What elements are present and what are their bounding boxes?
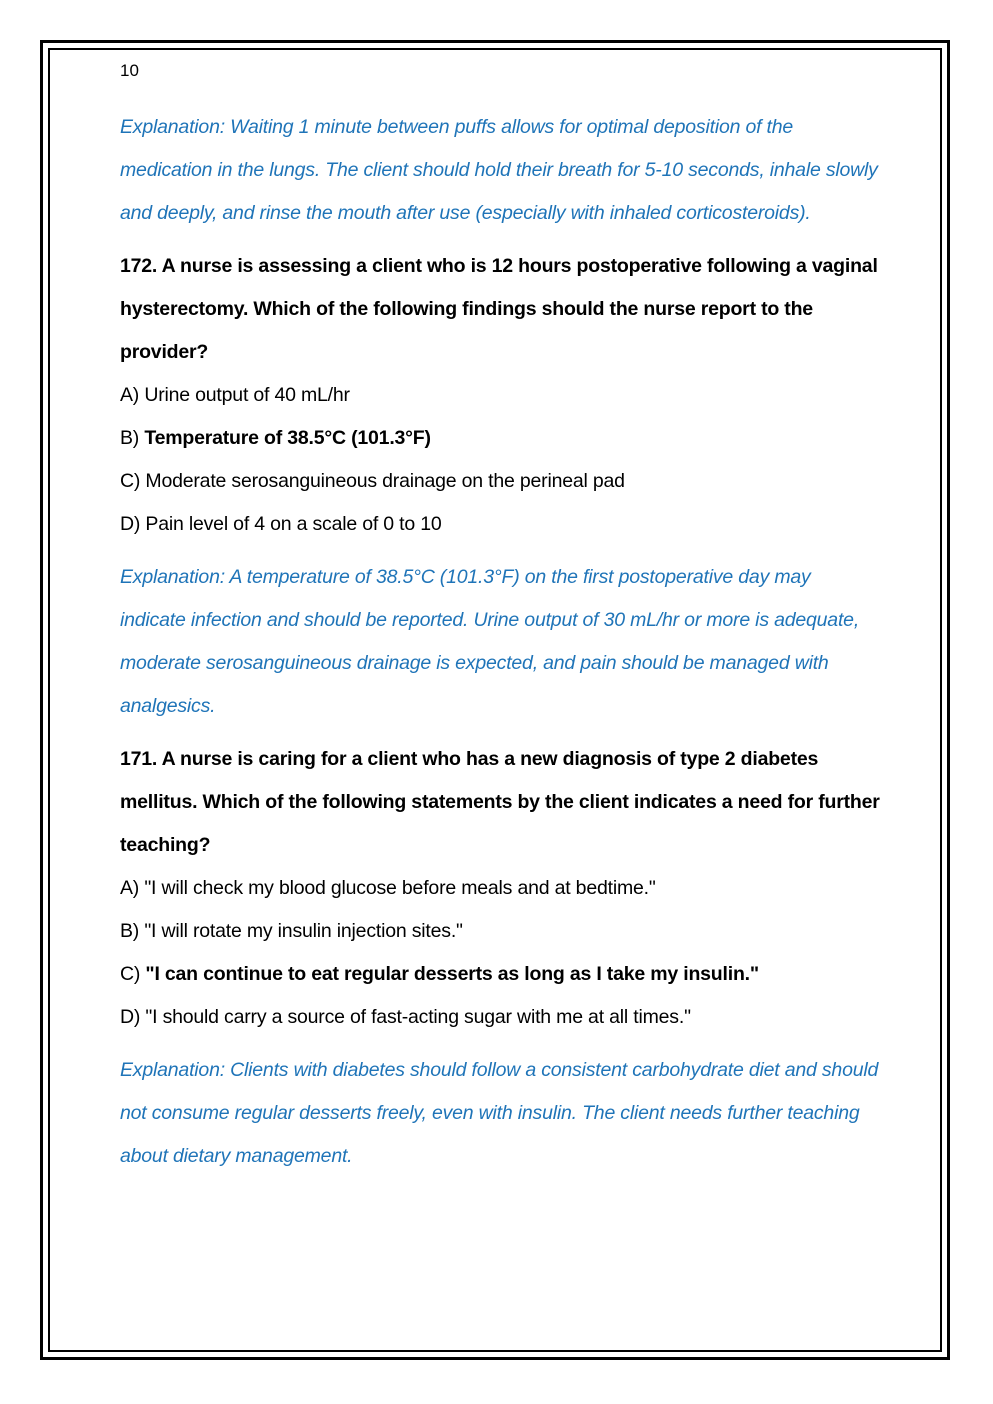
explanation-text: Explanation: A temperature of 38.5°C (101.3°F) on the first postoperative day may indicate infection and should be reported. Urine output of 30 mL/hr or more is adequate, moderate serosanguineous drainage is expected, and pain should be managed with analgesics. bbox=[120, 566, 860, 717]
page-number: 10 bbox=[120, 61, 139, 80]
question-block-172 bbox=[120, 245, 880, 728]
question-text: 172. A nurse is assessing a client who is 12 hours postoperative following a vaginal hysterectomy. Which of the following findings should the nurse report to the provider? bbox=[120, 255, 878, 363]
correct-answer-text: Temperature of 38.5°C (101.3°F) bbox=[144, 427, 431, 449]
option-a bbox=[120, 374, 880, 417]
option-letter: D) bbox=[120, 513, 146, 535]
option-text: Moderate serosanguineous drainage on the perineal pad bbox=[145, 470, 625, 492]
option-text: "I will check my blood glucose before meals and at bedtime." bbox=[144, 877, 656, 899]
question-text: 171. A nurse is caring for a client who has a new diagnosis of type 2 diabetes mellitus. Which of the following statements by the client indicates a need for further teaching? bbox=[120, 748, 880, 856]
explanation-block-prev bbox=[120, 106, 880, 235]
option-letter: B) bbox=[120, 427, 145, 449]
page-content bbox=[120, 58, 880, 1188]
option-d bbox=[120, 503, 880, 546]
option-text: Pain level of 4 on a scale of 0 to 10 bbox=[145, 513, 442, 535]
option-text: "I will rotate my insulin injection sites." bbox=[144, 920, 463, 942]
option-text: Urine output of 40 mL/hr bbox=[144, 384, 350, 406]
correct-answer-text: "I can continue to eat regular desserts as long as I take my insulin." bbox=[145, 963, 759, 985]
option-letter: D) bbox=[120, 1006, 146, 1028]
question-block-171 bbox=[120, 738, 880, 1178]
option-a bbox=[120, 867, 880, 910]
option-letter: C) bbox=[120, 470, 146, 492]
option-letter: A) bbox=[120, 877, 145, 899]
option-text: "I should carry a source of fast-acting sugar with me at all times." bbox=[145, 1006, 691, 1028]
option-letter: C) bbox=[120, 963, 146, 985]
option-c bbox=[120, 953, 880, 996]
explanation-text: Explanation: Waiting 1 minute between puffs allows for optimal deposition of the medication in the lungs. The client should hold their breath for 5-10 seconds, inhale slowly and deeply, and rinse the mouth after use (especially with inhaled corticosteroids). bbox=[120, 116, 878, 224]
explanation-text: Explanation: Clients with diabetes should follow a consistent carbohydrate diet and should not consume regular desserts freely, even with insulin. The client needs further teaching about dietary management. bbox=[120, 1059, 879, 1167]
option-letter: B) bbox=[120, 920, 145, 942]
option-letter: A) bbox=[120, 384, 145, 406]
option-b bbox=[120, 910, 880, 953]
option-d bbox=[120, 996, 880, 1039]
option-c bbox=[120, 460, 880, 503]
option-b bbox=[120, 417, 880, 460]
